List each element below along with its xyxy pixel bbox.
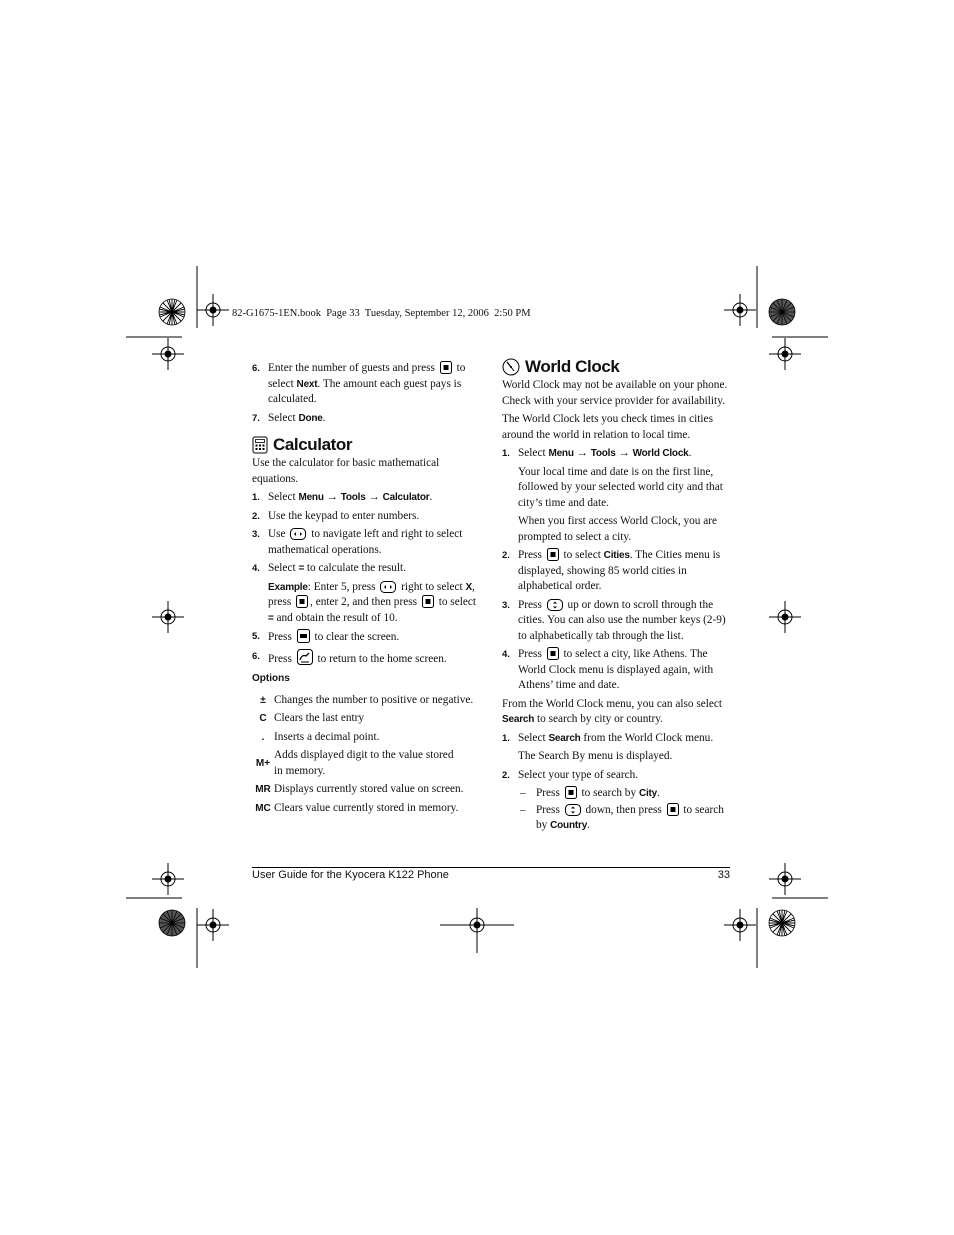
calculator-heading	[252, 436, 480, 454]
step-6-guests: 6. Enter the number of guests and press to select Next. The amount each guest pays is calculated.	[252, 362, 466, 405]
nav-key-icon	[290, 528, 306, 540]
search-step-1-detail: The Search By menu is displayed.	[518, 750, 673, 762]
end-key-icon	[297, 649, 313, 665]
ok-key-icon	[440, 361, 452, 374]
calc-step-4: 4. Select = to calculate the result.	[252, 562, 407, 574]
search-by-city: – Press to search by City.	[520, 787, 660, 799]
world-clock-description: The World Clock lets you check times in cities around the world in relation to local time.	[502, 413, 713, 441]
option-row: . Inserts a decimal point.	[261, 730, 380, 743]
world-clock-heading	[502, 358, 730, 376]
world-clock-title: World Clock	[525, 357, 620, 377]
nav-key-icon	[565, 804, 581, 816]
wc-step-2: 2. Press to select Cities. The Cities menu is displayed, showing 85 world cities in alphabetical order.	[502, 549, 721, 592]
page-number: 33	[717, 869, 730, 881]
print-header: 82-G1675-1EN.book Page 33 Tuesday, September 12, 2006 2:50 PM	[232, 308, 531, 319]
calc-step-2: 2. Use the keypad to enter numbers.	[252, 509, 420, 522]
wc-step-1-detail: Your local time and date is on the first line, followed by your selected world city and that city’s time and date.	[518, 465, 723, 509]
ok-key-icon	[547, 548, 559, 561]
calc-step-1: 1. Select Menu → Tools → Calculator.	[252, 491, 433, 503]
left-column	[252, 361, 480, 819]
option-row: MC Clears value currently stored in memory.	[255, 801, 459, 814]
footer-title: User Guide for the Kyocera K122 Phone	[252, 869, 449, 881]
ok-key-icon	[667, 803, 679, 816]
calculator-intro: Use the calculator for basic mathematical equations.	[252, 457, 440, 485]
wc-step-1-prompt: When you first access World Clock, you are prompted to select a city.	[518, 515, 718, 543]
calc-example: Example: Enter 5, press right to select X, press , enter 2, and then press to select = and obtain the result of 10.	[268, 580, 477, 624]
ok-key-icon	[296, 595, 308, 608]
search-by-country: – Press down, then press to search by Country.	[520, 803, 724, 831]
calc-step-3: 3. Use to navigate left and right to select mathematical operations.	[252, 528, 463, 556]
search-step-2: 2. Select your type of search.	[502, 768, 639, 781]
calculator-icon	[252, 436, 268, 454]
nav-key-icon	[380, 581, 396, 593]
step-7-done: 7. Select Done.	[252, 411, 326, 424]
search-step-1: 1. Select Search from the World Clock menu.	[502, 731, 714, 744]
clear-key-icon	[297, 629, 310, 643]
calculator-title: Calculator	[273, 435, 353, 455]
calc-step-6: 6. Press to return to the home screen.	[252, 650, 447, 665]
option-row: MR Displays currently stored value on screen.	[255, 783, 464, 795]
options-label: Options	[252, 673, 290, 684]
wc-step-1: 1. Select Menu → Tools → World Clock.	[502, 447, 692, 459]
wc-search-intro: From the World Clock menu, you can also select Search to search by city or country.	[502, 697, 723, 725]
nav-key-icon	[547, 599, 563, 611]
ok-key-icon	[547, 647, 559, 660]
option-row: ± Changes the number to positive or negative.	[260, 693, 474, 706]
option-row: C Clears the last entry	[259, 712, 365, 724]
wc-step-4: 4. Press to select a city, like Athens. The World Clock menu is displayed again, with Athens’ time and date.	[502, 648, 714, 691]
right-column	[502, 358, 730, 835]
ok-key-icon	[422, 595, 434, 608]
wc-step-3: 3. Press up or down to scroll through the cities. You can also use the number keys (2-9) to alphabetically tab through the list.	[502, 598, 726, 642]
clock-icon	[502, 358, 520, 376]
ok-key-icon	[565, 786, 577, 799]
world-clock-availability: World Clock may not be available on your phone. Check with your service provider for availability.	[502, 379, 728, 407]
options-list	[252, 693, 480, 817]
calc-step-5: 5. Press to clear the screen.	[252, 631, 400, 643]
option-row: M+ Adds displayed digit to the value stored in memory.	[255, 749, 454, 777]
